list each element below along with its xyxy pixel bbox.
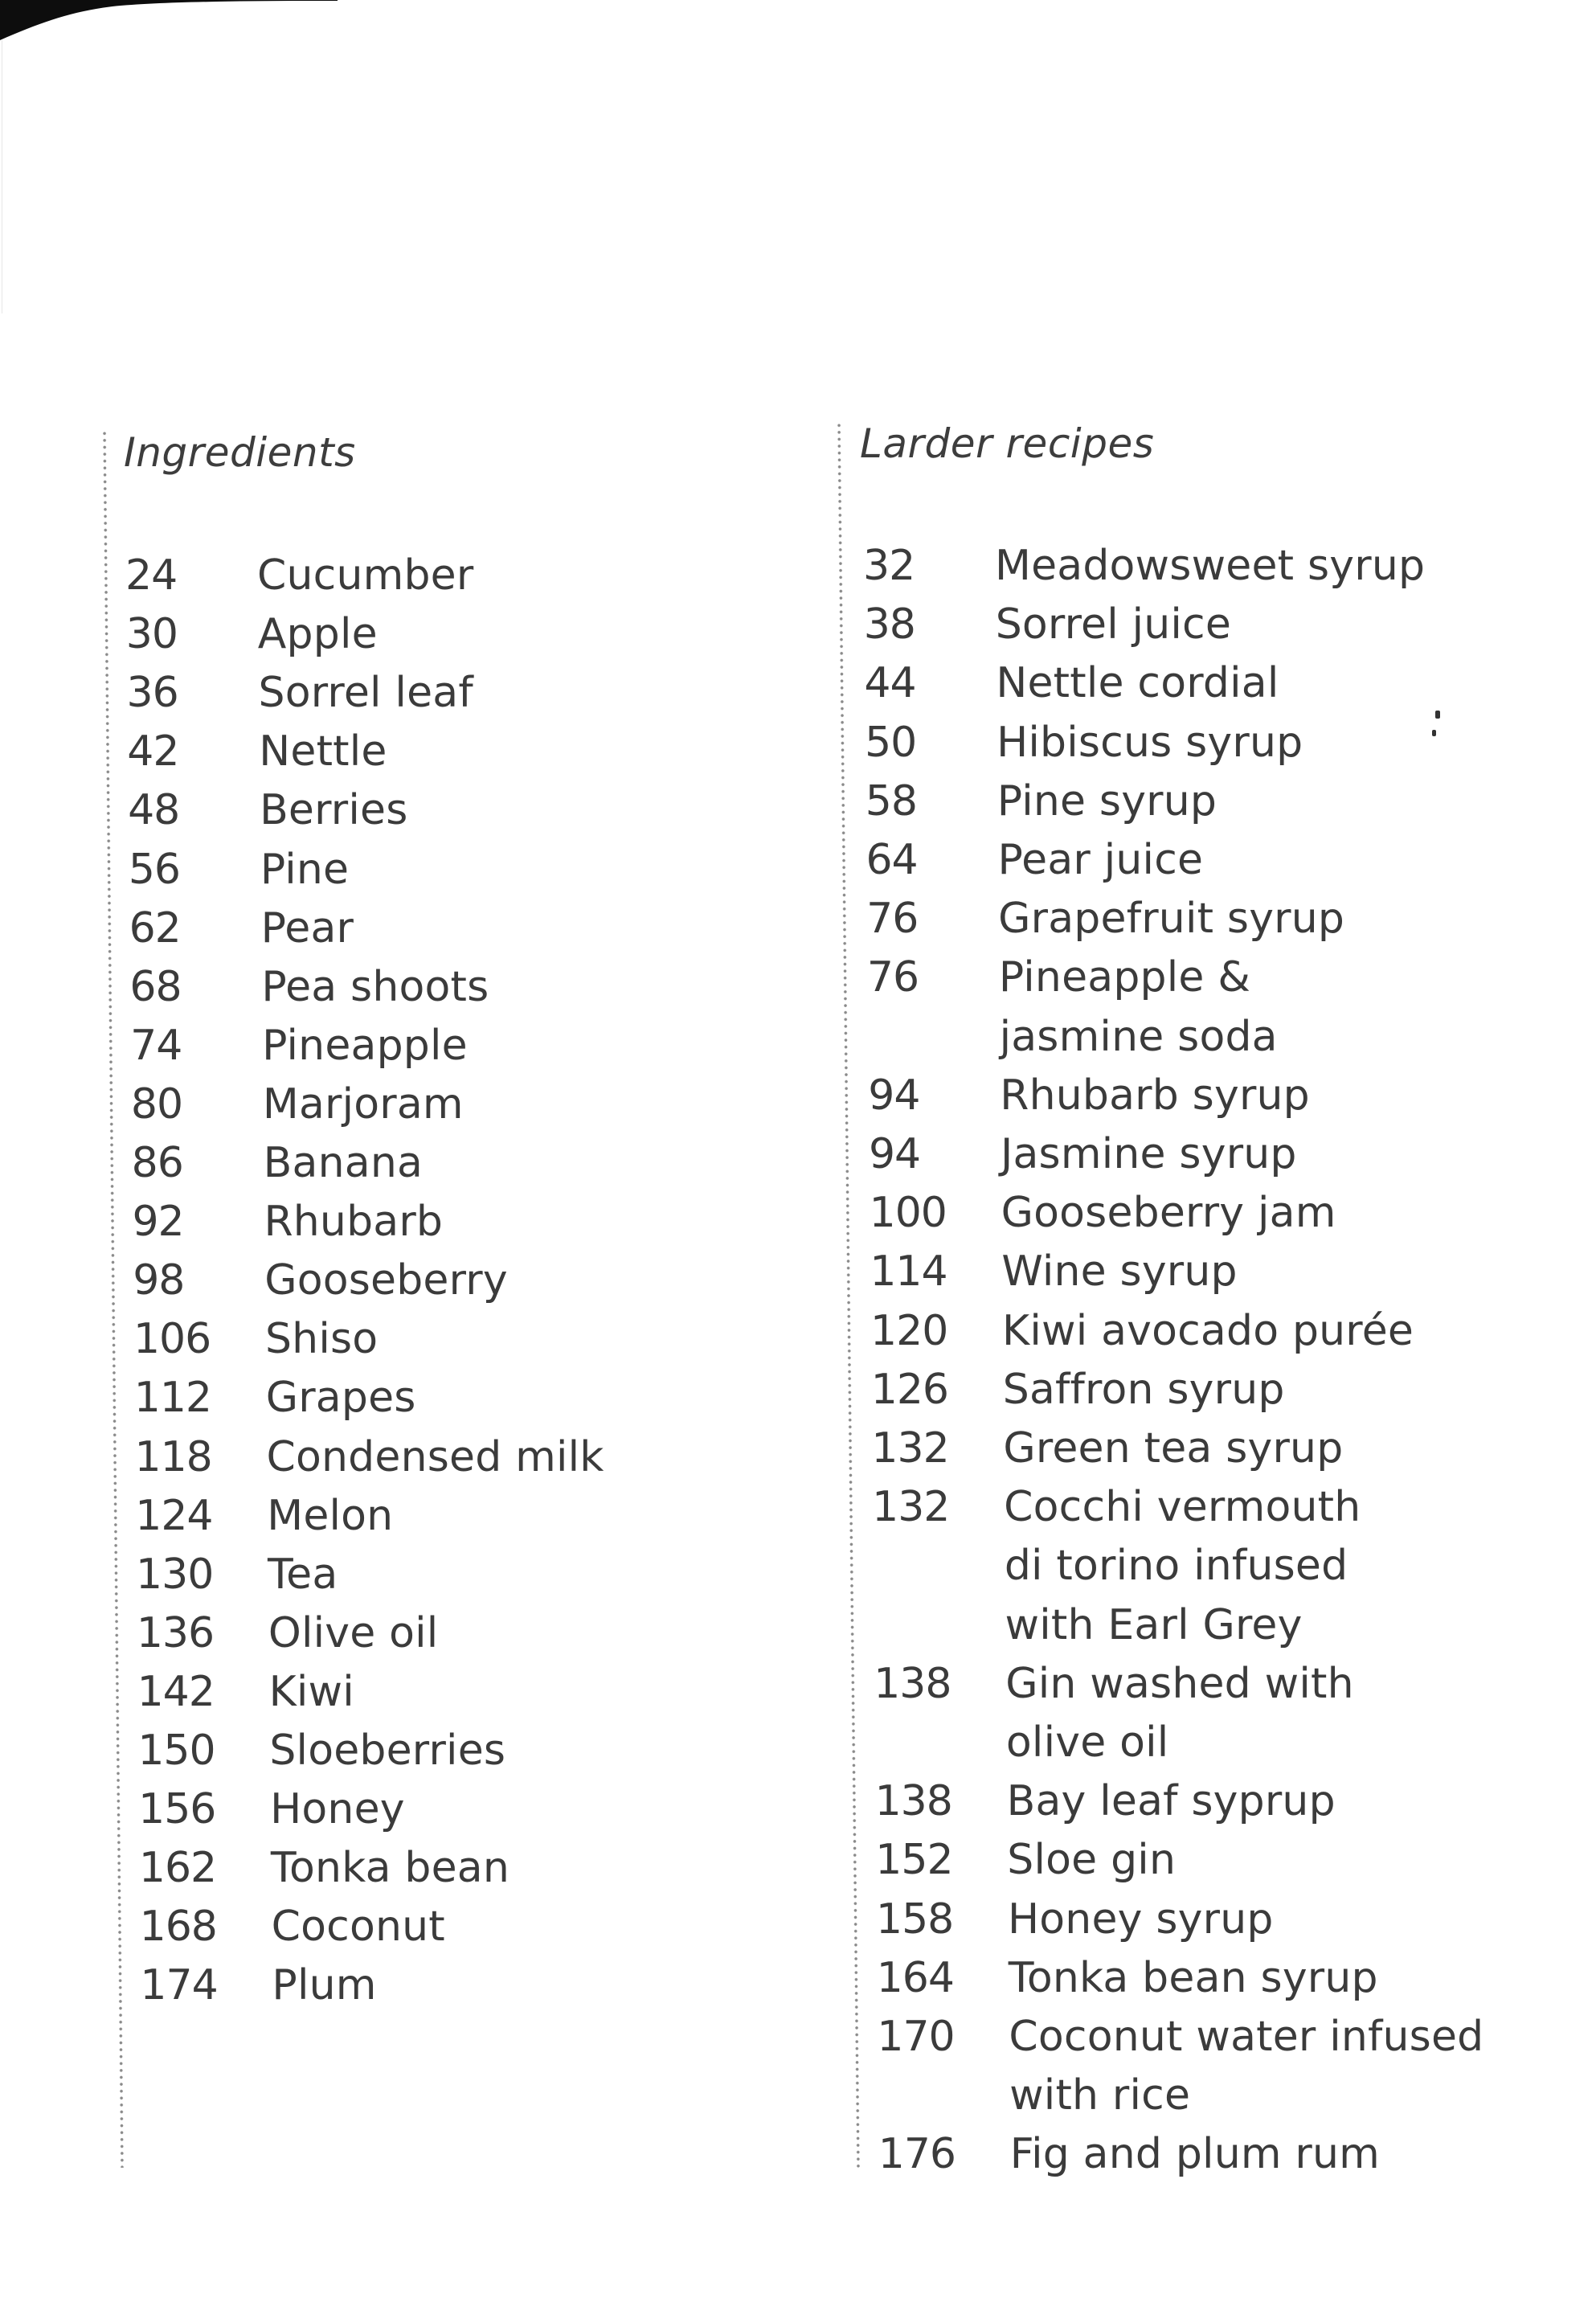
entry-name: Tonka bean syrup [1008, 1953, 1378, 2002]
page-number: 98 [133, 1256, 185, 1305]
page-number: 150 [137, 1727, 215, 1775]
entry-name: Apple [257, 610, 378, 659]
page-number: 138 [874, 1777, 952, 1826]
page-number: 114 [870, 1247, 947, 1296]
page-number: 118 [134, 1432, 212, 1481]
entry-name: Meadowsweet syrup [995, 542, 1426, 590]
entry-name: Sorrel juice [995, 600, 1232, 649]
page-number: 124 [135, 1491, 213, 1540]
page-number: 158 [875, 1895, 954, 1944]
entry-name: Plum [272, 1961, 377, 2010]
page-number: 86 [131, 1139, 183, 1187]
page-number: 64 [866, 836, 918, 884]
page-number: 50 [865, 718, 917, 767]
page-number: 174 [140, 1961, 218, 2010]
entry-name: Coconut [271, 1903, 445, 1952]
entry-name: Honey [270, 1785, 405, 1834]
entry-name: Berries [260, 786, 408, 835]
entry-name: Pine syrup [996, 776, 1217, 825]
page-number: 164 [876, 1953, 954, 2002]
page-number: 24 [125, 551, 178, 600]
page-number: 138 [874, 1659, 951, 1708]
page-number: 30 [125, 610, 178, 659]
larder-recipes-heading: Larder recipes [860, 420, 1155, 467]
entry-name-continued: jasmine soda [999, 1012, 1278, 1061]
entry-name: Kiwi avocado purée [1002, 1306, 1414, 1355]
entry-name: Wine syrup [1001, 1247, 1238, 1296]
entry-name: Tonka bean [270, 1844, 509, 1893]
entry-name: Tea [268, 1550, 338, 1599]
page-number: 100 [869, 1189, 947, 1238]
entry-name: Sloeberries [269, 1727, 506, 1775]
page-number: 44 [864, 659, 916, 708]
entry-name: Marjoram [262, 1079, 464, 1129]
entry-name: Bay leaf syprup [1006, 1777, 1336, 1826]
page-number: 48 [128, 786, 180, 835]
page-number: 176 [878, 2130, 956, 2179]
entry-name-continued: olive oil [1005, 1718, 1169, 1767]
entry-name: Olive oil [268, 1608, 439, 1657]
entry-name: Jasmine syrup [1000, 1130, 1297, 1178]
page-number: 142 [137, 1667, 215, 1716]
entry-name: Hibiscus syrup [996, 718, 1303, 767]
entry-name-continued: di torino infused [1004, 1542, 1348, 1591]
entry-name: Nettle cordial [996, 659, 1279, 708]
entry-name-continued: with Earl Grey [1005, 1600, 1303, 1649]
page-number: 36 [126, 669, 178, 718]
page-number: 130 [136, 1550, 214, 1599]
entry-name: Banana [263, 1139, 424, 1187]
page-number: 152 [875, 1836, 953, 1885]
page-number: 68 [129, 962, 182, 1011]
page-number: 94 [868, 1130, 921, 1178]
entry-name: Shiso [264, 1315, 379, 1364]
entry-name: Pea shoots [261, 962, 489, 1011]
entry-name: Melon [267, 1491, 394, 1540]
page-number: 92 [132, 1198, 184, 1247]
page-number: 80 [130, 1079, 183, 1129]
page-number: 132 [872, 1483, 950, 1532]
entry-name: Grapes [265, 1374, 416, 1423]
entry-name: Gooseberry [264, 1256, 508, 1305]
entry-name: Cucumber [257, 551, 474, 600]
page-number: 56 [128, 845, 180, 894]
entry-name: Coconut water infused [1009, 2013, 1484, 2061]
page-number: 58 [865, 776, 917, 825]
entry-name: Nettle [259, 727, 387, 776]
entry-name: Pineapple & [998, 953, 1251, 1002]
dotted-divider [837, 422, 860, 2168]
entry-name: Grapefruit syrup [998, 895, 1345, 944]
entry-name: Sorrel leaf [258, 669, 473, 718]
ingredients-heading: Ingredients [124, 429, 356, 476]
entry-name: Kiwi [268, 1667, 354, 1716]
page-number: 136 [136, 1608, 215, 1657]
page-number: 76 [866, 895, 919, 944]
entry-name: Pear [260, 903, 354, 952]
page-number: 62 [129, 903, 181, 952]
entry-name: Pear juice [997, 836, 1204, 884]
page-number: 120 [870, 1306, 948, 1355]
page-number: 74 [130, 1021, 182, 1070]
entry-name: Pine [260, 845, 350, 894]
page-number: 156 [138, 1785, 216, 1834]
entry-name: Green tea syrup [1003, 1424, 1344, 1473]
page-number: 76 [866, 953, 919, 1002]
entry-name: Fig and plum rum [1009, 2130, 1381, 2179]
entry-name: Condensed milk [266, 1432, 604, 1481]
page-number: 170 [877, 2013, 955, 2061]
page-number: 42 [127, 727, 179, 776]
entry-name: Honey syrup [1007, 1895, 1274, 1944]
page-number: 132 [871, 1424, 949, 1473]
entry-name: Saffron syrup [1002, 1365, 1285, 1414]
entry-name: Cocchi vermouth [1004, 1483, 1361, 1532]
entry-name: Sloe gin [1007, 1836, 1177, 1885]
page-number: 162 [138, 1844, 217, 1893]
entry-name-continued: with rice [1009, 2071, 1191, 2120]
entry-name: Pineapple [262, 1021, 468, 1070]
entry-name: Rhubarb syrup [1000, 1071, 1310, 1120]
entry-name: Gooseberry jam [1001, 1189, 1336, 1238]
entry-name: Rhubarb [264, 1198, 444, 1247]
page-number: 94 [868, 1071, 920, 1120]
entry-name: Gin washed with [1005, 1659, 1354, 1708]
page-number: 126 [870, 1365, 948, 1414]
page-number: 112 [133, 1374, 211, 1423]
page-number: 106 [133, 1315, 211, 1364]
page-number: 38 [863, 600, 915, 649]
page-number: 32 [863, 542, 915, 590]
page-number: 168 [139, 1903, 217, 1952]
